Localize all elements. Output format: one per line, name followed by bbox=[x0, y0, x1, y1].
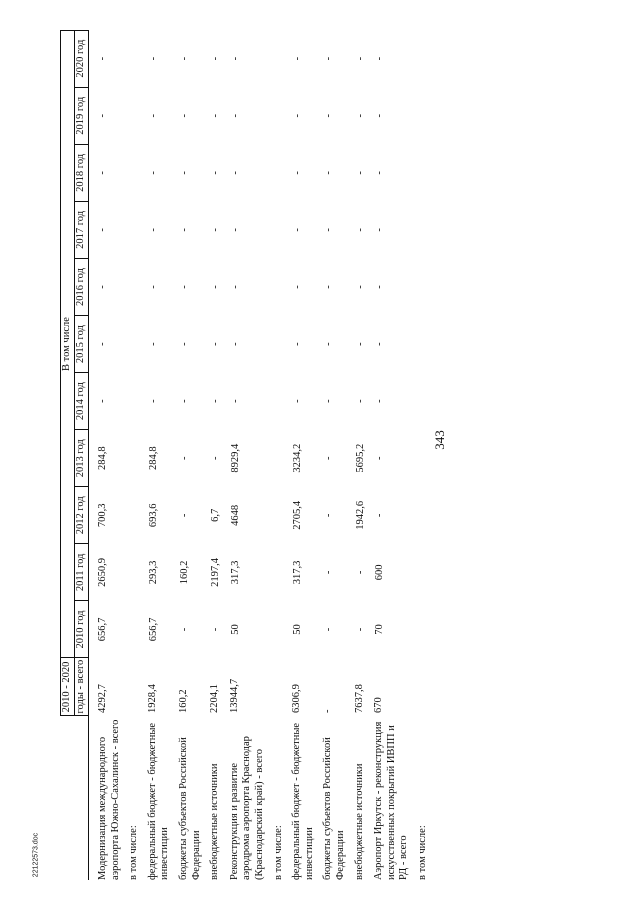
table-row bbox=[348, 30, 368, 880]
year-value: - bbox=[178, 342, 190, 346]
rotated-table-container bbox=[60, 30, 600, 880]
year-value bbox=[267, 258, 286, 315]
year-value: - bbox=[374, 285, 386, 289]
row-total: 4292,7 bbox=[97, 684, 108, 713]
year-value: - bbox=[178, 399, 190, 403]
year-value: - bbox=[147, 171, 159, 175]
row-total bbox=[267, 658, 286, 716]
year-value: - bbox=[354, 342, 366, 346]
year-value bbox=[411, 144, 430, 201]
year-value: 50 bbox=[292, 624, 304, 635]
row-label: федеральный бюджет - бюджетные инвестиции bbox=[291, 722, 315, 880]
table-body bbox=[89, 30, 430, 880]
table-row bbox=[122, 30, 141, 880]
year-value: - bbox=[323, 285, 335, 289]
year-value bbox=[122, 373, 141, 430]
year-value: 70 bbox=[374, 624, 386, 635]
year-value: 2705,4 bbox=[292, 500, 304, 530]
year-value: - bbox=[178, 56, 190, 61]
year-value: - bbox=[178, 627, 190, 632]
year-value: - bbox=[97, 171, 108, 175]
table-row bbox=[367, 30, 411, 880]
year-value: - bbox=[210, 228, 222, 232]
year-value: - bbox=[210, 627, 222, 632]
table-row bbox=[223, 30, 267, 880]
year-value: - bbox=[374, 456, 386, 460]
year-value: 50 bbox=[229, 624, 241, 635]
year-value: - bbox=[323, 56, 335, 61]
year-header: 2014 год bbox=[75, 373, 89, 430]
row-label: Реконструкция и развитие аэродрома аэропорта Краснодар (Краснодарский край) - всего bbox=[228, 736, 265, 880]
year-value bbox=[267, 87, 286, 144]
year-value bbox=[122, 201, 141, 258]
table-row bbox=[285, 30, 316, 880]
row-label: бюджеты субъектов Российской Федерации bbox=[322, 737, 346, 880]
year-value: - bbox=[374, 342, 386, 346]
year-header: 2011 год bbox=[75, 544, 89, 601]
year-value bbox=[411, 87, 430, 144]
year-value: 656,7 bbox=[147, 617, 159, 642]
year-value: - bbox=[97, 56, 108, 61]
year-value bbox=[267, 144, 286, 201]
year-value: - bbox=[323, 171, 335, 175]
year-value: - bbox=[374, 513, 386, 518]
year-value: - bbox=[354, 228, 366, 232]
table-row bbox=[411, 30, 430, 880]
year-value: 3234,2 bbox=[292, 443, 304, 473]
year-value: 700,3 bbox=[97, 503, 108, 528]
year-value bbox=[411, 201, 430, 258]
year-value: - bbox=[323, 342, 335, 346]
year-value bbox=[411, 258, 430, 315]
year-value: 284,8 bbox=[97, 446, 108, 471]
year-value: - bbox=[229, 399, 241, 403]
year-value: - bbox=[147, 114, 159, 118]
year-value: - bbox=[178, 285, 190, 289]
row-total: 6306,9 bbox=[291, 684, 303, 713]
year-value: 4648 bbox=[229, 504, 241, 526]
year-header: 2016 год bbox=[75, 258, 89, 315]
year-value bbox=[267, 316, 286, 373]
year-value: - bbox=[178, 513, 190, 518]
row-label: в том числе: bbox=[128, 825, 140, 880]
table-row bbox=[89, 30, 123, 880]
year-value: - bbox=[292, 114, 304, 118]
year-value bbox=[267, 430, 286, 487]
name-header bbox=[61, 716, 89, 880]
year-value bbox=[122, 601, 141, 658]
year-value bbox=[122, 487, 141, 544]
year-value: - bbox=[354, 399, 366, 403]
year-value: - bbox=[178, 171, 190, 175]
row-total: 160,2 bbox=[177, 689, 189, 713]
year-value: - bbox=[354, 56, 366, 61]
row-label: в том числе: bbox=[272, 825, 284, 880]
row-total: 1928,4 bbox=[146, 684, 158, 713]
year-header: 2012 год bbox=[75, 487, 89, 544]
year-value bbox=[411, 316, 430, 373]
row-label: внебюджетные источники bbox=[353, 763, 365, 880]
row-total: 7637,8 bbox=[353, 684, 365, 713]
year-value: 317,3 bbox=[292, 560, 304, 585]
year-value: 160,2 bbox=[178, 560, 190, 585]
year-value: - bbox=[374, 399, 386, 403]
table-row bbox=[316, 30, 347, 880]
year-value: - bbox=[323, 399, 335, 403]
year-value: - bbox=[229, 56, 241, 61]
year-value: - bbox=[147, 342, 159, 346]
year-value: - bbox=[292, 342, 304, 346]
year-value: 2197,4 bbox=[210, 557, 222, 587]
year-value: - bbox=[292, 399, 304, 403]
year-value: - bbox=[323, 114, 335, 118]
year-value bbox=[122, 316, 141, 373]
year-value bbox=[267, 601, 286, 658]
year-value: 1942,6 bbox=[354, 500, 366, 530]
year-value: - bbox=[97, 399, 108, 403]
year-value: - bbox=[229, 171, 241, 175]
year-value bbox=[122, 258, 141, 315]
header-row-top bbox=[61, 30, 75, 880]
year-value: - bbox=[147, 399, 159, 403]
year-value bbox=[411, 487, 430, 544]
year-value: - bbox=[210, 285, 222, 289]
year-value: - bbox=[210, 114, 222, 118]
year-value: - bbox=[323, 570, 335, 575]
row-label: Модернизация международного аэропорта Южно-Сахалинск - всего bbox=[97, 719, 121, 880]
document-id: 22122573.doc bbox=[32, 832, 40, 878]
year-header: 2013 год bbox=[75, 430, 89, 487]
year-value: - bbox=[374, 114, 386, 118]
year-value: - bbox=[178, 456, 190, 460]
year-value: 656,7 bbox=[97, 617, 108, 642]
row-total: - bbox=[322, 709, 334, 713]
year-value: - bbox=[354, 171, 366, 175]
year-value: - bbox=[323, 627, 335, 632]
year-value: - bbox=[97, 285, 108, 289]
year-value: - bbox=[147, 56, 159, 61]
year-header: 2010 год bbox=[75, 601, 89, 658]
year-value bbox=[122, 144, 141, 201]
year-value: - bbox=[178, 114, 190, 118]
page-number: 343 bbox=[432, 430, 447, 450]
year-value: - bbox=[97, 114, 108, 118]
table-row bbox=[172, 30, 203, 880]
year-header: 2017 год bbox=[75, 201, 89, 258]
table-row bbox=[141, 30, 172, 880]
year-value: 284,8 bbox=[147, 446, 159, 471]
year-value: - bbox=[210, 456, 222, 460]
year-value: - bbox=[229, 114, 241, 118]
year-value: - bbox=[292, 228, 304, 232]
year-value: - bbox=[210, 342, 222, 346]
year-value bbox=[411, 544, 430, 601]
year-value: - bbox=[147, 228, 159, 232]
year-value: - bbox=[229, 285, 241, 289]
year-value bbox=[122, 87, 141, 144]
row-total bbox=[411, 658, 430, 716]
table-row bbox=[267, 30, 286, 880]
year-value: - bbox=[292, 285, 304, 289]
row-total: 13944,7 bbox=[228, 678, 240, 713]
year-value: - bbox=[229, 342, 241, 346]
total-header-top: 2010 - 2020 bbox=[61, 658, 75, 716]
year-value bbox=[122, 30, 141, 87]
year-value bbox=[267, 373, 286, 430]
year-value: - bbox=[147, 285, 159, 289]
year-value: 317,3 bbox=[229, 560, 241, 585]
year-value: - bbox=[292, 171, 304, 175]
year-value: 693,6 bbox=[147, 503, 159, 528]
total-header-bottom: годы - всего bbox=[75, 658, 89, 716]
year-value: 5695,2 bbox=[354, 443, 366, 473]
investment-table bbox=[60, 30, 429, 880]
year-value: 8929,4 bbox=[229, 443, 241, 473]
year-value: - bbox=[210, 399, 222, 403]
year-value: - bbox=[354, 114, 366, 118]
year-value: - bbox=[229, 228, 241, 232]
year-value: - bbox=[374, 228, 386, 232]
year-value: - bbox=[323, 228, 335, 232]
year-header: 2015 год bbox=[75, 316, 89, 373]
row-label: федеральный бюджет - бюджетные инвестиции bbox=[146, 722, 171, 880]
year-header: 2019 год bbox=[75, 87, 89, 144]
year-value bbox=[122, 430, 141, 487]
row-label: Аэропорт Иркутск - реконструкция искусственных покрытий ИВПП и РД - всего bbox=[373, 721, 410, 880]
year-value: - bbox=[97, 342, 108, 346]
year-header: 2020 год bbox=[75, 30, 89, 87]
year-value: 293,3 bbox=[147, 560, 159, 585]
year-value: - bbox=[210, 171, 222, 175]
year-value: - bbox=[354, 627, 366, 632]
year-value: - bbox=[354, 285, 366, 289]
year-value: 2650,9 bbox=[97, 557, 108, 587]
year-value bbox=[411, 30, 430, 87]
year-value bbox=[267, 487, 286, 544]
year-value bbox=[411, 601, 430, 658]
year-value: - bbox=[210, 56, 222, 61]
year-value: - bbox=[292, 56, 304, 61]
row-total bbox=[122, 658, 141, 716]
year-value: - bbox=[323, 513, 335, 518]
row-label: в том числе: bbox=[416, 825, 428, 880]
year-value bbox=[267, 30, 286, 87]
year-value bbox=[267, 201, 286, 258]
of-which-header: В том числе bbox=[61, 30, 75, 658]
year-value: - bbox=[354, 570, 366, 575]
year-header: 2018 год bbox=[75, 144, 89, 201]
year-value: 600 bbox=[374, 564, 386, 581]
year-value bbox=[411, 373, 430, 430]
table-row bbox=[203, 30, 223, 880]
year-value: - bbox=[374, 171, 386, 175]
year-value: - bbox=[97, 228, 108, 232]
year-value bbox=[122, 544, 141, 601]
year-value: - bbox=[178, 228, 190, 232]
row-total: 670 bbox=[373, 697, 385, 713]
year-value: - bbox=[323, 456, 335, 460]
row-label: бюджеты субъектов Российской Федерации bbox=[177, 737, 202, 880]
year-value: - bbox=[374, 56, 386, 61]
year-value bbox=[267, 544, 286, 601]
year-value bbox=[411, 430, 430, 487]
year-value: 6,7 bbox=[210, 508, 222, 522]
row-total: 2204,1 bbox=[209, 684, 221, 713]
row-label: внебюджетные источники bbox=[209, 763, 221, 880]
